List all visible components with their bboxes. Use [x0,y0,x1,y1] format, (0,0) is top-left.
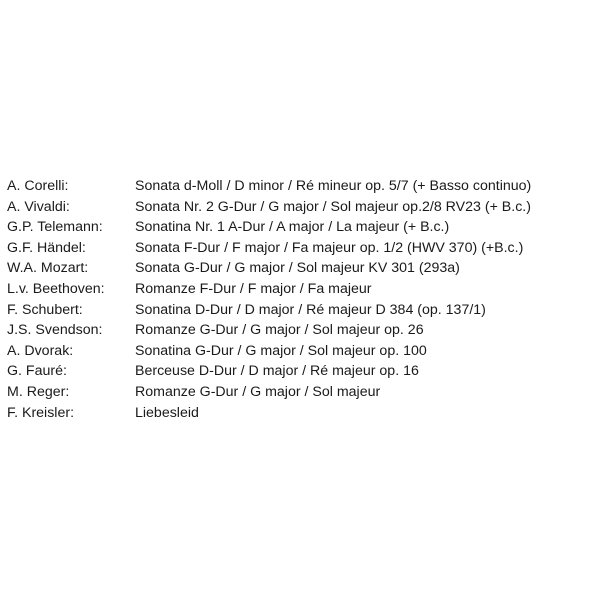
work-title: Sonata d-Moll / D minor / Ré mineur op. 5/7 (+ Basso continuo) [135,178,532,194]
composer-name: A. Corelli: [7,178,69,194]
list-item [7,361,597,382]
composer-name: L.v. Beethoven: [7,280,105,297]
work-title: Berceuse D-Dur / D major / Ré majeur op. 16 [135,363,419,380]
list-item [7,176,597,197]
composer-name: F. Schubert: [7,301,83,318]
work-title: Sonata Nr. 2 G-Dur / G major / Sol majeur op.2/8 RV23 (+ B.c.) [135,198,531,215]
composer-name: G. Fauré: [7,363,67,380]
work-title: Romanze F-Dur / F major / Fa majeur [135,280,372,297]
composer-name: A. Vivaldi: [7,198,70,215]
list-item [7,217,597,238]
composer-name: W.A. Mozart: [7,260,89,277]
work-title: Romanze G-Dur / G major / Sol majeur op. 26 [135,322,424,339]
composer-name: G.F. Händel: [7,239,86,256]
list-item [7,382,597,403]
work-title: Sonatina Nr. 1 A-Dur / A major / La majeur (+ B.c.) [135,219,450,236]
composer-name: G.P. Telemann: [7,219,103,236]
work-title: Sonata G-Dur / G major / Sol majeur KV 301 (293a) [135,260,460,277]
composer-name: M. Reger: [7,383,70,400]
work-title: Sonata F-Dur / F major / Fa majeur op. 1/2 (HWV 370) (+B.c.) [135,239,524,256]
composer-name: A. Dvorak: [7,342,74,359]
composer-name: J.S. Svendson: [7,322,103,339]
list-item [7,320,597,341]
list-item [7,279,597,300]
list-item [7,258,597,279]
work-title: Sonatina G-Dur / G major / Sol majeur op. 100 [135,342,427,359]
list-item [7,197,597,218]
list-item [7,300,597,321]
list-item [7,238,597,259]
work-title: Sonatina D-Dur / D major / Ré majeur D 384 (op. 137/1) [135,301,486,318]
work-title: Liebesleid [135,404,199,421]
list-item [7,403,597,424]
contents-list [7,176,597,423]
work-title: Romanze G-Dur / G major / Sol majeur [135,383,381,400]
list-item [7,341,597,362]
composer-name: F. Kreisler: [7,404,75,421]
